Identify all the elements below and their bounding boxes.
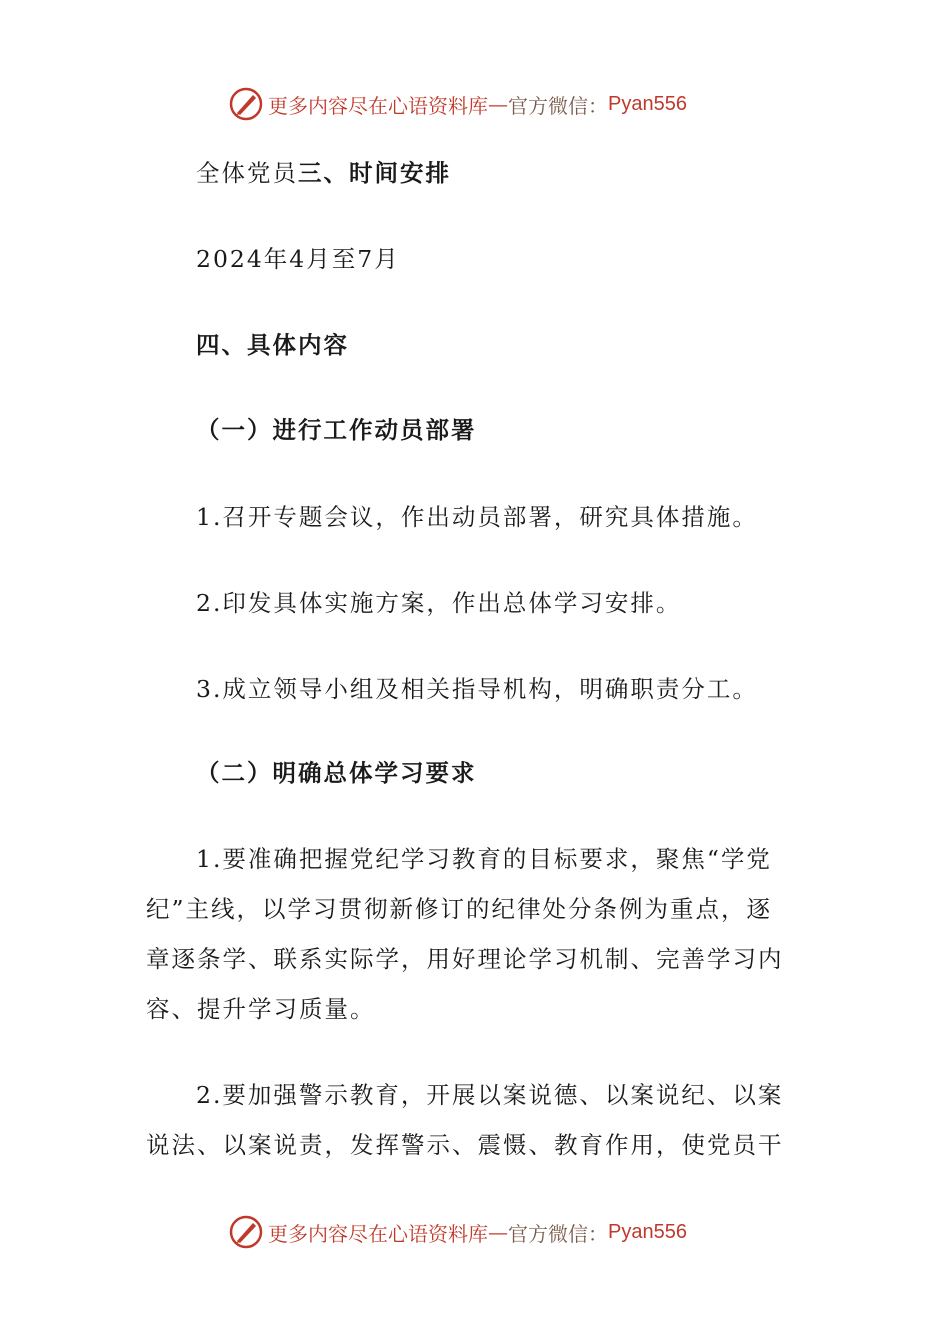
quill-logo-icon <box>228 1214 264 1250</box>
para2-line2: 说法、以案说责，发挥警示、震慑、教育作用，使党员干 <box>146 1131 784 1159</box>
time-range-text: 2024年4月至7月 <box>196 245 400 273</box>
line-time-heading <box>196 154 451 188</box>
watermark-label: 官方微信： <box>508 1221 608 1246</box>
para1-line3: 章逐条学、联系实际学，用好理论学习机制、完善学习内 <box>146 945 784 973</box>
watermark-separator: — <box>488 92 508 116</box>
watermark-text: 更多内容尽在心语资料库 <box>268 1221 488 1246</box>
watermark-label: 官方微信： <box>508 93 608 118</box>
para1-line1: 1.要准确把握党纪学习教育的目标要求，聚焦“学党 <box>196 845 772 873</box>
watermark-separator: — <box>488 1220 508 1244</box>
line-plain-text: 全体党员 <box>196 159 298 187</box>
section-heading-content: 四、具体内容 <box>196 331 349 359</box>
list-item-3: 3.成立领导小组及相关指导机构，明确职责分工。 <box>196 675 758 703</box>
section-heading-time: 三、时间安排 <box>298 159 451 187</box>
para2-line1: 2.要加强警示教育，开展以案说德、以案说纪、以案 <box>196 1081 784 1109</box>
quill-logo-icon <box>228 86 264 122</box>
watermark-text: 更多内容尽在心语资料库 <box>268 93 488 118</box>
list-item-2: 2.印发具体实施方案，作出总体学习安排。 <box>196 589 682 617</box>
watermark-banner-bottom <box>228 1212 687 1252</box>
subheading-requirements: （二）明确总体学习要求 <box>196 759 477 787</box>
para1-line4: 容、提升学习质量。 <box>146 995 376 1023</box>
watermark-banner-top <box>228 84 687 124</box>
subheading-mobilization: （一）进行工作动员部署 <box>196 416 477 444</box>
para1-line2: 纪”主线，以学习贯彻新修订的纪律处分条例为重点，逐 <box>146 895 773 923</box>
watermark-wechat-id: Pyan556 <box>608 92 687 115</box>
list-item-1: 1.召开专题会议，作出动员部署，研究具体措施。 <box>196 503 758 531</box>
watermark-wechat-id: Pyan556 <box>608 1220 687 1243</box>
